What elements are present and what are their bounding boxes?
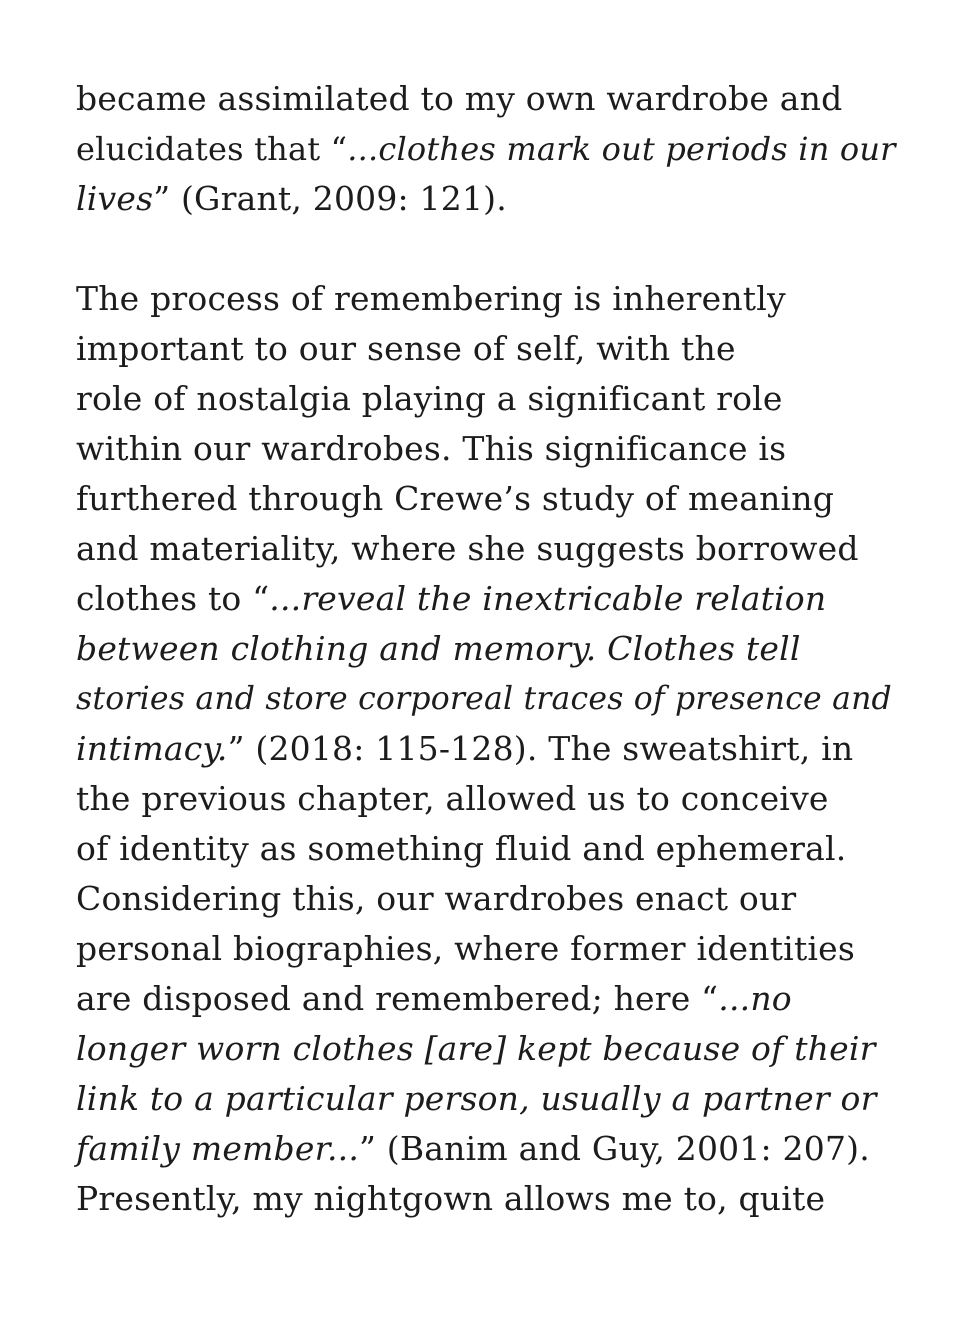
text-line bbox=[76, 624, 896, 674]
citation-span: ” (Grant, 2009: 121). bbox=[153, 179, 507, 218]
quote-span: family member... bbox=[76, 1129, 360, 1168]
quote-span: ...clothes mark out periods in our bbox=[347, 130, 896, 168]
text-line bbox=[76, 674, 896, 724]
text-line: Presently, my nightgown allows me to, quite bbox=[76, 1179, 826, 1218]
quote-span: intimacy. bbox=[76, 729, 228, 768]
text-line: of identity as something fluid and ephemeral. bbox=[76, 829, 847, 868]
text-line bbox=[76, 574, 896, 624]
text-line bbox=[76, 974, 896, 1024]
text-line bbox=[76, 724, 896, 774]
text-line: Considering this, our wardrobes enact our bbox=[76, 879, 797, 918]
quote-span: stories and store corporeal traces of presence and bbox=[76, 681, 892, 717]
quote-span: link to a particular person, usually a partner or bbox=[76, 1079, 877, 1118]
text-line: the previous chapter, allowed us to conceive bbox=[76, 779, 829, 818]
text-line: personal biographies, where former identities bbox=[76, 929, 856, 968]
quote-span: ...reveal the inextricable relation bbox=[269, 579, 827, 618]
text-line bbox=[76, 124, 896, 174]
text-line bbox=[76, 1074, 896, 1124]
quote-span: ...no bbox=[718, 979, 792, 1018]
text-span: are disposed and remembered; here “ bbox=[76, 979, 719, 1018]
text-line: role of nostalgia playing a significant role bbox=[76, 379, 783, 418]
paragraph-2 bbox=[76, 274, 896, 1224]
text-line: became assimilated to my own wardrobe and bbox=[76, 79, 843, 118]
text-line bbox=[76, 1124, 896, 1174]
text-line: The process of remembering is inherently bbox=[76, 279, 786, 318]
quote-span: between clothing and memory. Clothes tell bbox=[76, 629, 801, 668]
citation-span: ” (2018: 115-128). The sweatshirt, in bbox=[227, 729, 854, 768]
text-span: clothes to “ bbox=[76, 579, 270, 618]
document-page bbox=[76, 74, 896, 1224]
text-line: important to our sense of self, with the bbox=[76, 329, 736, 368]
quote-span: longer worn clothes [are] kept because of their bbox=[76, 1029, 876, 1068]
paragraph-gap bbox=[76, 224, 896, 274]
paragraph-1 bbox=[76, 74, 896, 224]
text-line bbox=[76, 1024, 896, 1074]
text-span: elucidates that “ bbox=[76, 130, 348, 168]
text-line: and materiality, where she suggests borrowed bbox=[76, 529, 859, 568]
text-line: furthered through Crewe’s study of meaning bbox=[76, 479, 835, 518]
quote-span: lives bbox=[76, 179, 154, 218]
text-line: within our wardrobes. This significance is bbox=[76, 429, 787, 468]
citation-span: ” (Banim and Guy, 2001: 207). bbox=[359, 1129, 870, 1168]
text-line bbox=[76, 174, 896, 224]
